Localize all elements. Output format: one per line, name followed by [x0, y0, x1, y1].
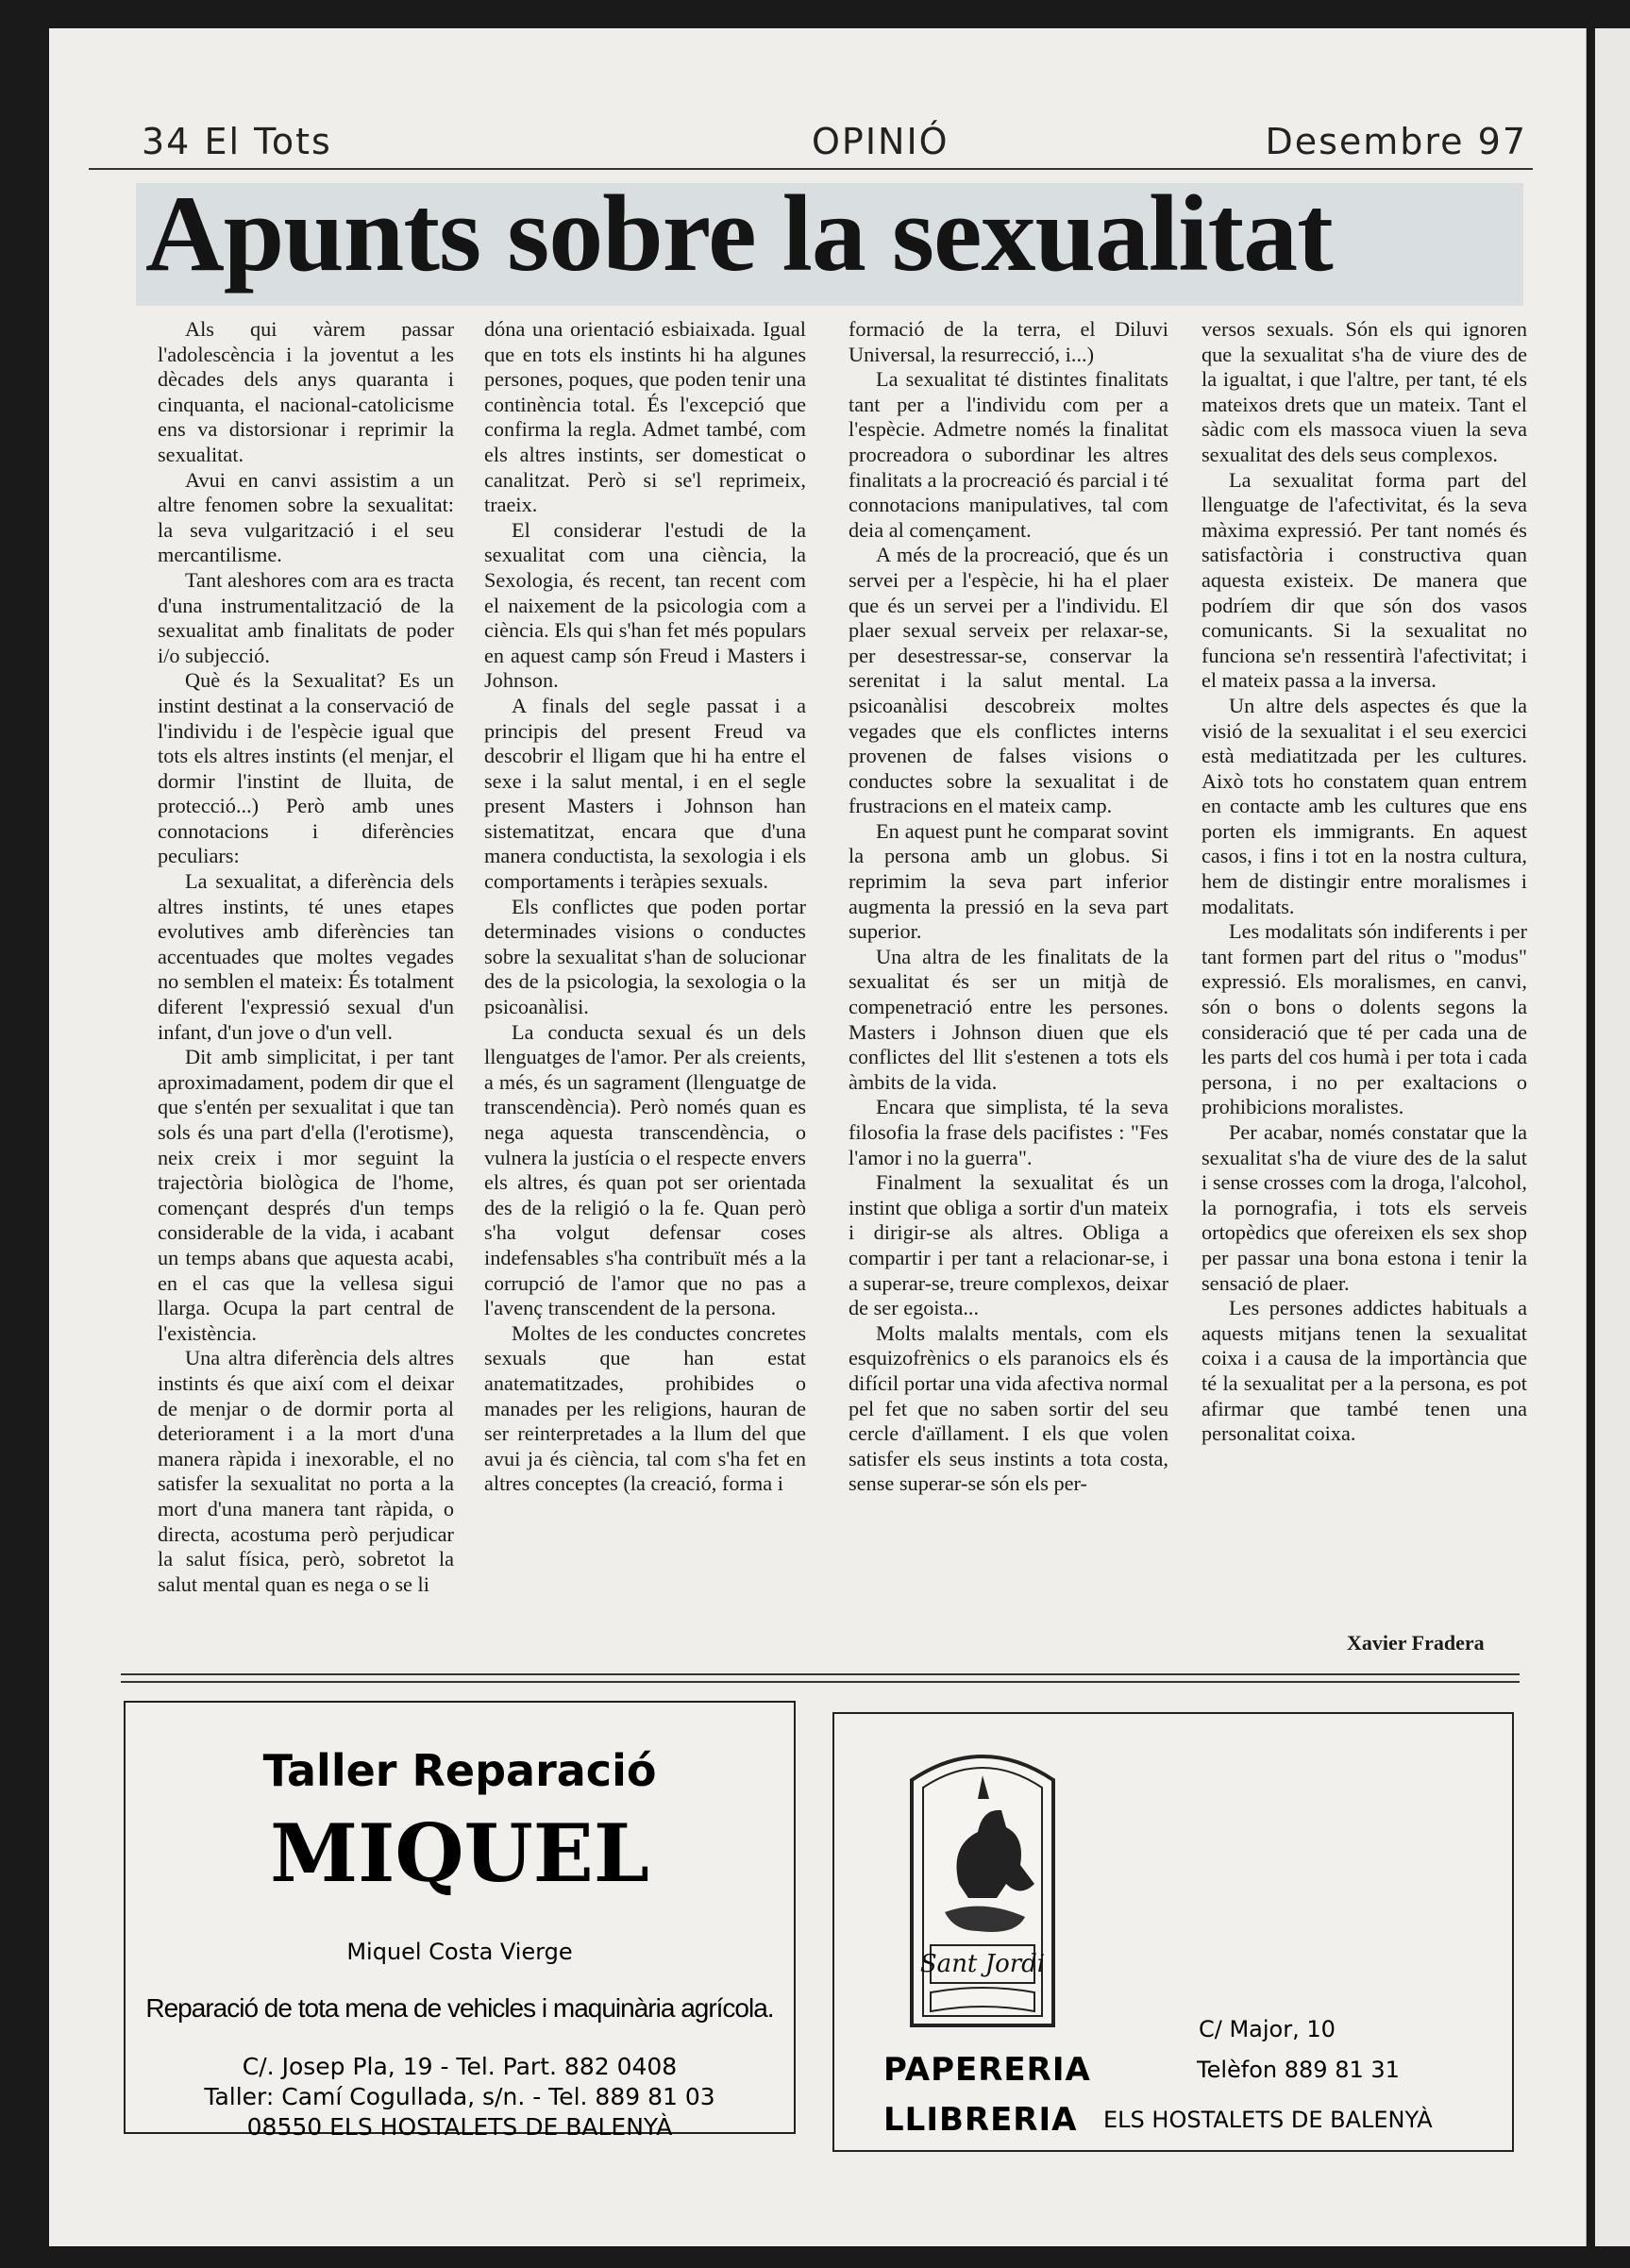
paragraph: Encara que simplista, té la seva filosofia la frase dels pacifistes : "Fes l'amor i no la guerra". [849, 1095, 1168, 1169]
section-name: OPINIÓ [812, 121, 949, 162]
paragraph: La conducta sexual és un dels llenguatges de l'amor. Per als creients, a més, és un sagrament (llenguatge de transcendència). Però només quan es nega aquesta transcendència, o vulnera la justícia o el respecte envers els altres, és quan pot ser orientada des de la religió o la fe. Quan però s'ha volgut defensar coses indefensables s'ha contribuït més a la corrupció de l'amor que no pas a l'avenç transcendent de la persona. [484, 1019, 806, 1320]
article-column-2 [484, 317, 806, 1497]
paragraph: Les persones addictes habituals a aquests mitjans tenen la sexualitat coixa i a causa de la importància que té la sexualitat per a la persona, es pot afirmar que també tenen una personalitat coixa. [1201, 1296, 1527, 1446]
issue-date: Desembre 97 [1265, 121, 1527, 162]
paragraph: El considerar l'estudi de la sexualitat com una ciència, la Sexologia, és recent, tan recent com el naixement de la psicologia com a ciència. Els qui s'han fet més populars en aquest camp són Freud i Masters i Johnson. [484, 517, 806, 693]
section-divider [121, 1673, 1520, 1683]
article-title: Apunts sobre la sexualitat [145, 174, 1333, 294]
paragraph: A finals del segle passat i a principis del present Freud va descobrir el lligam que hi ha entre el sexe i la salut mental, i en el segle present Masters i Johnson han sistematitzat, encara que d'una manera conductista, la sexologia i els comportaments i teràpies sexuals. [484, 693, 806, 894]
paragraph: Tant aleshores com ara es tracta d'una instrumentalització de la sexualitat amb finalitats de poder i/o subjecció. [158, 567, 454, 667]
ad-phone: Telèfon 889 81 31 [1197, 2057, 1400, 2083]
ad-address-line: C/. Josep Pla, 19 - Tel. Part. 882 0408 [242, 2053, 678, 2080]
paragraph: Molts malalts mentals, com els esquizofrènics o els paranoics els és difícil portar una vida afectiva normal pel fet que no saben sortir del seu cercle d'aïllament. I els que volen satisfer els seus instints a tota costa, sense superar-se són els per- [849, 1320, 1168, 1496]
paragraph: La sexualitat té distintes finalitats tant per a l'individu com per a l'espècie. Admetre només la finalitat procreadora o subordinar les altres finalitats a la procreació és parcial i té connotacions manipulatives, tal com deia al començament. [849, 367, 1168, 542]
ad-papereria-label: PAPERERIA [883, 2051, 1091, 2089]
ad-owner: Miquel Costa Vierge [346, 1939, 573, 1965]
ad-business-name: MIQUEL [270, 1806, 649, 1900]
paragraph: Finalment la sexualitat és un instint que obliga a sortir d'un mateix i dirigir-se als altres. Obliga a compartir i per tant a relacionar-se, i a superar-se, treure complexos, deixar de ser egoista... [849, 1170, 1168, 1320]
paragraph: Moltes de les conductes concretes sexuals que han estat anatematitzades, prohibides o manades per les religions, hauran de ser reinterpretades a la llum del que avui ja és ciència, tal com s'ha fet en altres conceptes (la creació, forma i [484, 1320, 806, 1496]
article-author: Xavier Fradera [1347, 1631, 1485, 1655]
paragraph: La sexualitat forma part del llenguatge de l'afectivitat, és la seva màxima expressió. Per tant només és satisfactòria i constructiva quan aquesta existeix. De manera que podríem dir que són dos vasos comunicants. Si la sexualitat no funciona se'n ressentirà l'afectivitat; i el mateix passa a la inversa. [1201, 467, 1527, 693]
paragraph: Un altre dels aspectes és que la visió de la sexualitat i el seu exercici està mediatitzada per les cultures. Això tots ho constatem quan entrem en contacte amb les cultures que ens porten els immigrants. En aquest casos, i fins i tot en la nostra cultura, hem de distingir entre moralismes i modalitats. [1201, 693, 1527, 918]
page-number: 34 [142, 121, 192, 162]
ad-address-line: Taller: Camí Cogullada, s/n. - Tel. 889 81 03 [204, 2083, 715, 2110]
ad-address [126, 2052, 794, 2142]
logo-text: Sant Jordi [919, 1950, 1046, 1978]
paragraph: formació de la terra, el Diluvi Universal, la resurrecció, i...) [849, 317, 1168, 366]
ad-address-line: 08550 ELS HOSTALETS DE BALENYÀ [246, 2113, 673, 2141]
paragraph: dóna una orientació esbiaixada. Igual que en tots els instints hi ha algunes persones, poques, que poden tenir una continència total. És l'excepció que confirma la regla. Admet també, com els altres instints, ser domesticat o canalitzat. Però si se'l reprimeix, traeix. [484, 317, 806, 517]
ad-papereria-sant-jordi [832, 1712, 1514, 2152]
publication-name: El Tots [204, 121, 332, 162]
paragraph: Avui en canvi assistim a un altre fenomen sobre la sexualitat: la seva vulgarització i el seu mercantilisme. [158, 467, 454, 567]
next-page-edge [1595, 28, 1630, 2246]
paragraph: Les modalitats són indiferents i per tant formen part del ritus o "modus" expressió. Els moralismes, en canvi, són o bons o dolents segons la consideració que té per cada una de les parts del cos humà i per tota i cada persona, i no per exaltacions o prohibicions moralistes. [1201, 919, 1527, 1119]
ad-taller-miquel [124, 1701, 796, 2141]
ad-heading: Taller Reparació [262, 1745, 657, 1796]
ad-llibreria-label: LLIBRERIA [883, 2101, 1078, 2139]
article-column-1 [158, 317, 454, 1597]
paragraph: versos sexuals. Són els qui ignoren que la sexualitat s'ha de viure des de la igualtat, i que l'altre, per tant, té els mateixos drets que un mateix. Tant el sàdic com els massoca viuen la seva sexualitat des dels seus complexos. [1201, 317, 1527, 466]
paragraph: Als qui vàrem passar l'adolescència i la joventut a les dècades dels anys quaranta i cinquanta, el nacional-catolicisme ens va distorsionar i reprimir la sexualitat. [158, 317, 454, 466]
paragraph: A més de la procreació, que és un servei per a l'espècie, hi ha el plaer que és un servei per a l'individu. El plaer sexual serveix per relaxar-se, per desestressar-se, conservar la serenitat i la salut mental. La psicoanàlisi descobreix moltes vegades que els conflictes interns provenen de falses visions o conductes sobre la sexualitat i de frustracions en el mateix camp. [849, 543, 1168, 818]
ad-street: C/ Major, 10 [1199, 2016, 1336, 2042]
paragraph: Els conflictes que poden portar determinades visions o conductes sobre la sexualitat s'han de solucionar des de la psicologia, la sexologia o la psicoanàlisi. [484, 894, 806, 1019]
paragraph: Una altra de les finalitats de la sexualitat és ser un mitjà de compenetració entre les persones. Masters i Johnson diuen que els conflictes del llit s'estenen a tots els àmbits de la vida. [849, 944, 1168, 1094]
paragraph: En aquest punt he comparat sovint la persona amb un globus. Si reprimim la seva part inferior augmenta la pressió en la seva part superior. [849, 818, 1168, 944]
paragraph: Una altra diferència dels altres instints és que així com el deixar de menjar o de dormir porta al deteriorament i a la mort d'una manera ràpida i inexorable, el no satisfer la sexualitat no porta a la mort d'una manera tant ràpida, o directa, acostuma però perjudicar la salut física, però, sobretot la salut mental quan es nega o se li [158, 1346, 454, 1596]
paragraph: Dit amb simplicitat, i per tant aproximadament, podem dir que el que s'entén per sexualitat i que tan sols és una part d'ella (l'erotisme), neix creix i mor seguint la trajectòria biològica de l'home, començant després d'un temps considerable de la vida, i acabant un temps abans que aquesta acabi, en el cas que la vellesa sigui llarga. Ocupa la part central de l'existència. [158, 1045, 454, 1345]
article-column-3 [849, 317, 1168, 1497]
ad-description: Reparació de tota mena de vehicles i maquinària agrícola. [145, 1993, 774, 2023]
paragraph: Què és la Sexualitat? Es un instint destinat a la conservació de l'individu i de l'espècie igual que tots els altres instints (el menjar, el dormir l'instint de lluita, de protecció...) Però amb unes connotacions i diferències peculiars: [158, 668, 454, 868]
page-header [89, 121, 1533, 170]
article-column-4 [1201, 317, 1527, 1447]
sant-jordi-logo-icon [893, 1742, 1072, 2030]
paragraph: La sexualitat, a diferència dels altres instints, té unes etapes evolutives amb diferències tan accentuades que moltes vegades no semblen el mateix: És totalment diferent l'expressió sexual d'un infant, d'un jove o d'un vell. [158, 869, 454, 1044]
header-left [142, 121, 332, 162]
paragraph: Per acabar, només constatar que la sexualitat s'ha de viure des de la salut i sense crosses com la droga, l'alcohol, la pornografia, i tots els serveis ortopèdics que ofereixen els sex shop per passar una bona estona i tenir la sensació de plaer. [1201, 1120, 1527, 1295]
ad-town: ELS HOSTALETS DE BALENYÀ [1103, 2107, 1433, 2133]
